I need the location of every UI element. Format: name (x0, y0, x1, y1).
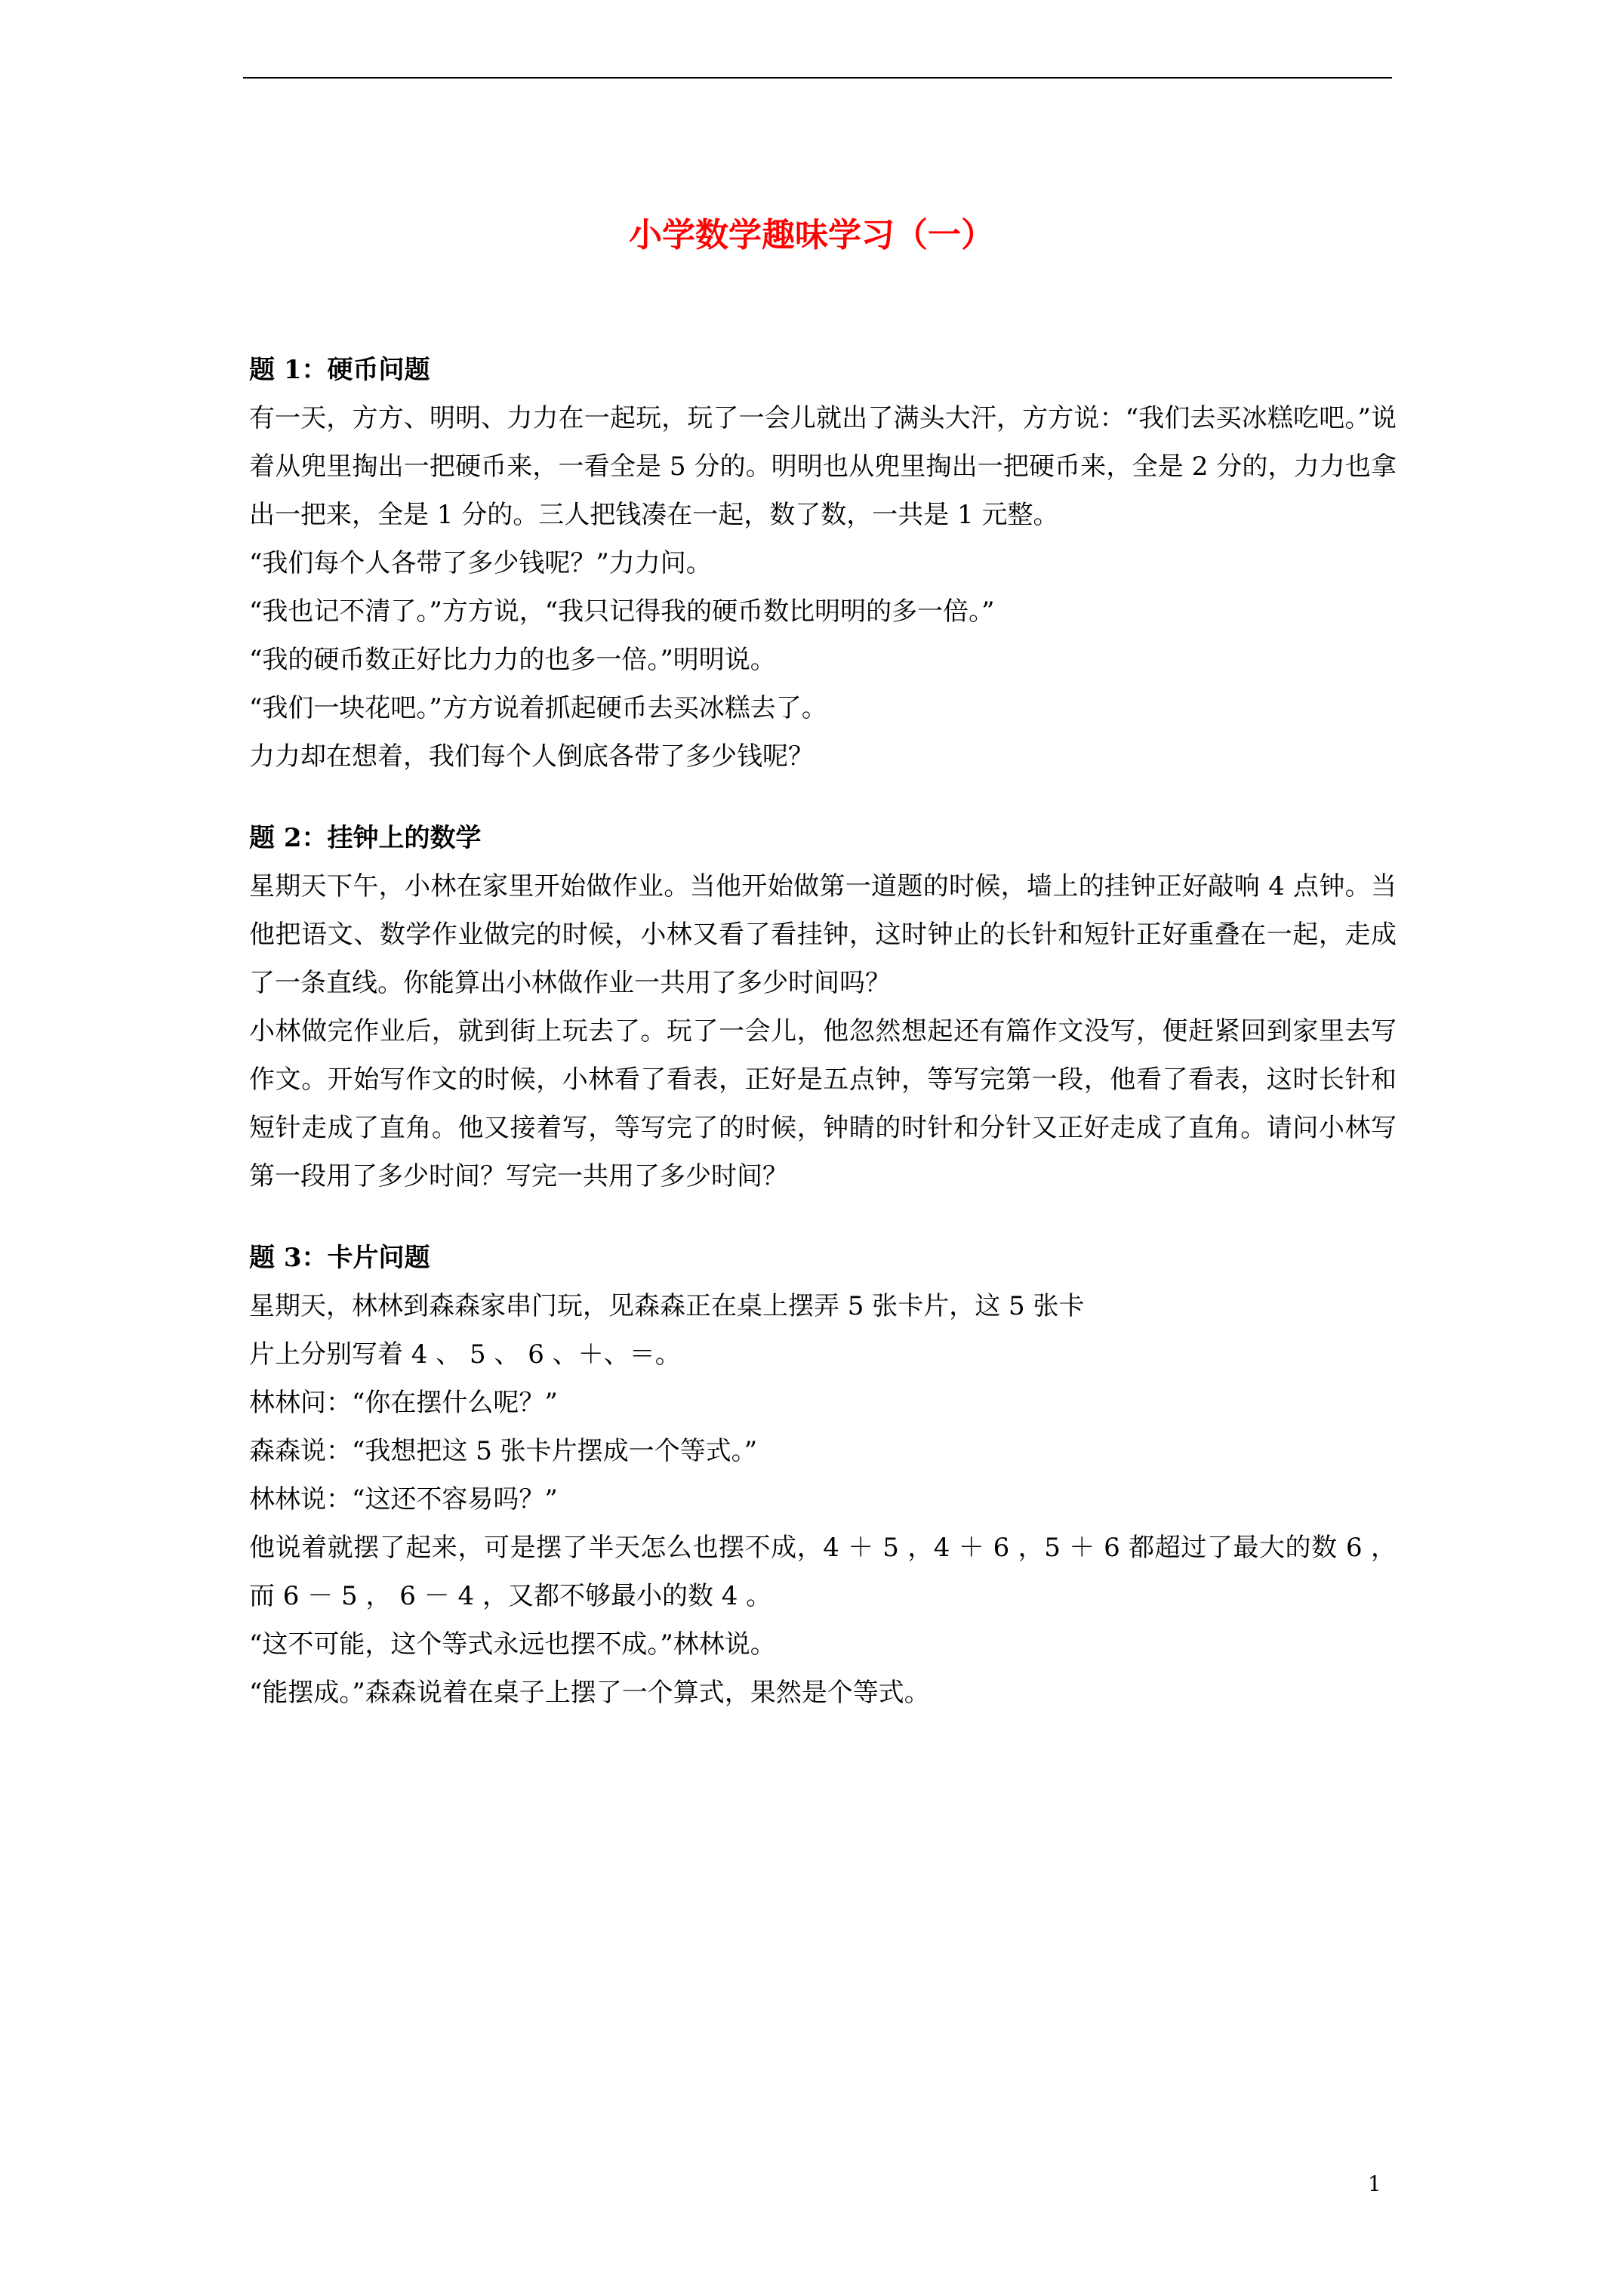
document-title: 小学数学趣味学习（一） (629, 216, 994, 254)
paragraph: 片上分别写着 4 、 5 、 6 、＋、＝。 (249, 1339, 681, 1370)
document-body (249, 346, 1397, 1750)
paragraph: 星期天，林林到森森家串门玩，见森森正在桌上摆弄 5 张卡片，这 5 张卡 (249, 1291, 1085, 1321)
paragraph: 星期天下午，小林在家里开始做作业。当他开始做第一道题的时候，墙上的挂钟正好敲响 4 点钟。当他把语文、数学作业做完的时候，小林又看了看挂钟，这时钟止的长针和短针正好重叠在一起，走成了一条直线。你能算出小林做作业一共用了多少时间吗？ (249, 871, 1397, 998)
paragraph: “我也记不清了。”方方说，“我只记得我的硬币数比明明的多一倍。” (249, 596, 995, 627)
paragraph: 他说着就摆了起来，可是摆了半天怎么也摆不成，4 ＋ 5 ，4 ＋ 6 ，5 ＋ 6 都超过了最大的数 6 ，而 6 － 5 ， 6 － 4 ，又都不够最小的数 4 。 (249, 1533, 1397, 1611)
paragraph: “我们每个人各带了多少钱呢？”力力问。 (249, 548, 712, 578)
paragraph: 有一天，方方、明明、力力在一起玩，玩了一会儿就出了满头大汗，方方说：“我们去买冰糕吃吧。”说着从兜里掏出一把硬币来，一看全是 5 分的。明明也从兜里掏出一把硬币来，全是 2 分的，力力也拿出一把来，全是 1 分的。三人把钱凑在一起，数了数，一共是 1 元整。 (249, 403, 1397, 530)
paragraph: 林林说：“这还不容易吗？” (249, 1484, 558, 1515)
paragraph: “我们一块花吧。”方方说着抓起硬币去买冰糕去了。 (249, 693, 827, 723)
paragraph: 小林做完作业后，就到街上玩去了。玩了一会儿，他忽然想起还有篇作文没写，便赶紧回到家里去写作文。开始写作文的时候，小林看了看表，正好是五点钟，等写完第一段，他看了看表，这时长针和短针走成了直角。他又接着写，等写完了的时候，钟睛的时针和分针又正好走成了直角。请问小林写第一段用了多少时间？写完一共用了多少时间？ (249, 1016, 1397, 1191)
page-number: 1 (1368, 2171, 1381, 2196)
paragraph: “能摆成。”森森说着在桌子上摆了一个算式，果然是个等式。 (249, 1678, 930, 1708)
section-card-problem (249, 1234, 1397, 1717)
header-rule (243, 77, 1392, 79)
paragraph: “这不可能，这个等式永远也摆不成。”林林说。 (249, 1629, 776, 1660)
paragraph: 森森说：“我想把这 5 张卡片摆成一个等式。” (249, 1436, 758, 1466)
paragraph: 林林问：“你在摆什么呢？” (249, 1388, 558, 1418)
section-heading: 题 2：挂钟上的数学 (249, 823, 482, 853)
section-heading: 题 3：卡片问题 (249, 1243, 430, 1273)
section-coin-problem (249, 346, 1397, 781)
paragraph: 力力却在想着，我们每个人倒底各带了多少钱呢？ (249, 741, 814, 772)
section-heading: 题 1：硬币问题 (249, 355, 430, 385)
paragraph: “我的硬币数正好比力力的也多一倍。”明明说。 (249, 645, 776, 675)
section-clock-problem (249, 814, 1397, 1200)
